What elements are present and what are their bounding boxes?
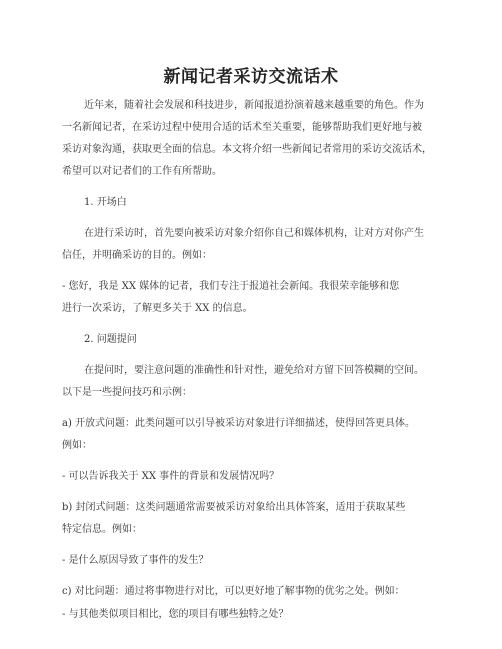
intro-line-1: 近年来，随着社会发展和科技进步，新闻报道扮演着越来越重要的角色。作为 <box>84 100 424 111</box>
comparison-question-line: c) 对比问题：通过将事物进行对比，可以更好地了解事物的优劣之处。例如： <box>62 586 405 597</box>
section-1-example-line-1: - 您好，我是 XX 媒体的记者，我们专注于报道社会新闻。我很荣幸能够和您 <box>62 281 400 292</box>
section-2-heading: 2. 问题提问 <box>84 334 137 345</box>
section-2-paragraph-line-2: 以下是一些提问技巧和示例： <box>62 387 192 398</box>
section-2-paragraph-line-1: 在提问时，要注意问题的准确性和针对性，避免给对方留下回答模糊的空间。 <box>84 365 424 376</box>
intro-line-4: 希望可以对记者们的工作有所帮助。 <box>62 166 222 177</box>
open-question-example: - 可以告诉我关于 XX 事件的背景和发展情况吗？ <box>62 471 280 482</box>
closed-question-line-2: 特定信息。例如： <box>62 524 142 535</box>
section-1-paragraph-line-2: 信任，并明确采访的目的。例如： <box>62 250 212 261</box>
intro-line-2: 一名新闻记者，在采访过程中使用合适的话术至关重要，能够帮助我们更好地与被 <box>62 122 422 133</box>
comparison-question-example: - 与其他类似项目相比，您的项目有哪些独特之处？ <box>62 609 289 620</box>
section-1-paragraph-line-1: 在进行采访时，首先要向被采访对象介绍你自己和媒体机构，让对方对你产生 <box>84 228 424 239</box>
open-question-line-1: a) 开放式问题：此类问题可以引导被采访对象进行详细描述，使得回答更具体。 <box>62 418 416 429</box>
open-question-line-2: 例如： <box>62 440 92 451</box>
closed-question-example: - 是什么原因导致了事件的发生？ <box>62 555 209 566</box>
document-title: 新闻记者采访交流话术 <box>163 67 339 87</box>
intro-line-3: 采访对象沟通，获取更全面的信息。本文将介绍一些新闻记者常用的采访交流话术， <box>62 144 432 155</box>
closed-question-line-1: b) 封闭式问题：这类问题通常需要被采访对象给出具体答案，适用于获取某些 <box>62 502 406 513</box>
section-1-heading: 1. 开场白 <box>84 197 127 208</box>
section-1-example-line-2: 进行一次采访，了解更多关于 XX 的信息。 <box>62 303 253 314</box>
